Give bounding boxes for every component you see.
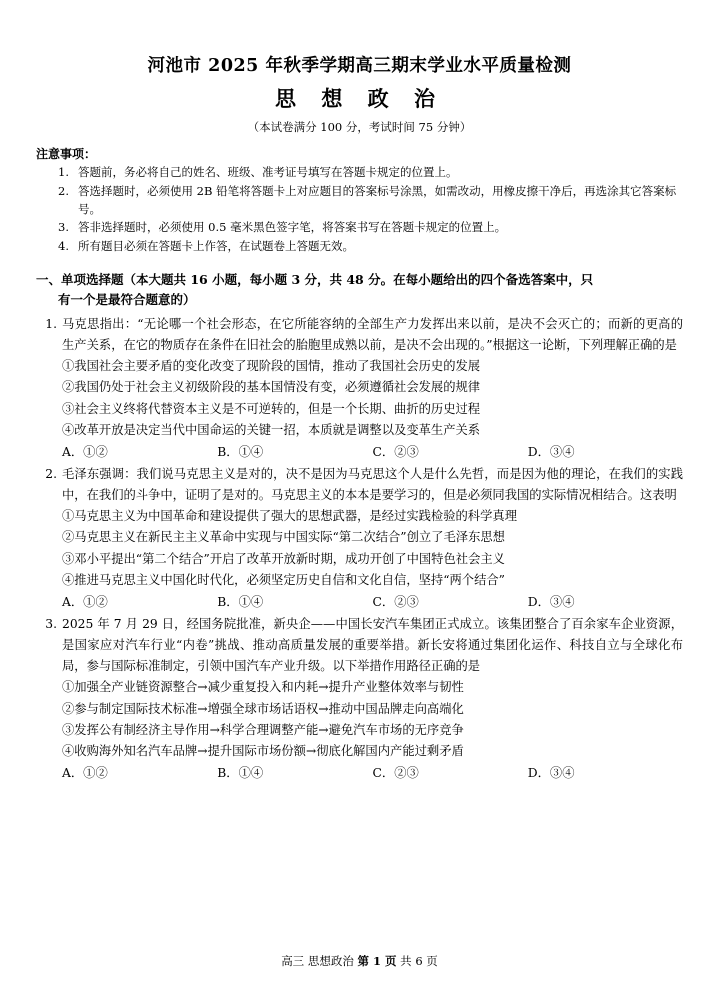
- question-body: [62, 314, 683, 463]
- section-heading-line2: 有一个是最符合题意的）: [58, 292, 196, 308]
- choice-b: B．①④: [217, 444, 264, 459]
- notice-number: 1.: [58, 165, 69, 179]
- footer-total-pages: 共 6 页: [400, 954, 438, 968]
- notice-heading: 注意事项：: [36, 147, 97, 161]
- notice-number: 4.: [58, 239, 69, 254]
- question-statement: ②我国仍处于社会主义初级阶段的基本国情没有变，必须遵循社会发展的规律: [62, 380, 481, 395]
- footer-subject: 高三 思想政治: [281, 954, 354, 968]
- question-statement: ②马克思主义在新民主主义革命中实现与中国实际“第二次结合”创立了毛泽东思想: [62, 530, 505, 545]
- list-item: [36, 219, 683, 237]
- list-item: [36, 164, 683, 182]
- question-statement: ①马克思主义为中国革命和建设提供了强大的思想武器，是经过实践检验的科学真理: [62, 509, 517, 524]
- question-number: 2.: [45, 467, 57, 482]
- list-item: [36, 238, 683, 256]
- question-choices: [62, 763, 683, 784]
- section-heading-line1: 一、单项选择题（本大题共 16 小题，每小题 3 分，共 48 分。在每小题给出的四个备选答案中，只: [36, 272, 594, 288]
- question-stem: 2025 年 7 月 29 日，经国务院批准，新央企——中国长安汽车集团正式成立。该集团整合了百余家车企业资源，是国家应对汽车行业“内卷”挑战、推动高质量发展的重要举措。新长安将通过集团化运作、科技自立与全球化布局，参与国际标准制定，引领中国汽车产业升级。以下举措作用路径正确的是: [62, 617, 683, 674]
- subject-title: 思 想 政 治: [275, 86, 444, 111]
- question-statement: ③社会主义终将代替资本主义是不可逆转的，但是一个长期、曲折的历史过程: [62, 401, 481, 416]
- question-statement: ①我国社会主要矛盾的变化改变了现阶段的国情，推动了我国社会历史的发展: [62, 359, 481, 374]
- choice-d: D．③④: [527, 766, 575, 781]
- list-item: [36, 183, 683, 219]
- question-statement: ③发挥公有制经济主导作用→科学合理调整产能→避免汽车市场的无序竞争: [62, 722, 464, 737]
- choice-d: D．③④: [527, 444, 575, 459]
- choice-a: A．①②: [62, 444, 108, 459]
- choice-a: A．①②: [62, 766, 108, 781]
- section-heading: [36, 270, 683, 310]
- notice-text: 答题前，务必将自己的姓名、班级、准考证号填写在答题卡规定的位置上。: [78, 165, 458, 179]
- page-title: 河池市 2025 年秋季学期高三期末学业水平质量检测: [147, 56, 572, 76]
- notice-text: 答选择题时，必须使用 2B 铅笔将答题卡上对应题目的答案标号涂黑，如需改动，用橡皮擦干净后，再选涂其它答案标号。: [78, 183, 677, 216]
- question-body: [62, 614, 683, 784]
- question-statement: ②参与制定国际技术标准→增强全球市场话语权→推动中国品牌走向高端化: [62, 701, 464, 716]
- notice-list: [36, 164, 683, 256]
- choice-c: C．②③: [372, 594, 419, 609]
- choice-b: B．①④: [217, 594, 264, 609]
- question-choices: [62, 442, 683, 463]
- question-item: [36, 464, 683, 613]
- choice-c: C．②③: [372, 444, 419, 459]
- question-stem: 毛泽东强调：我们说马克思主义是对的，决不是因为马克思这个人是什么先哲，而是因为他的理论，在我们的实践中，在我们的斗争中，证明了是对的。马克思主义的本本是要学习的，但是必须同我国的实际情况相结合。这表明: [62, 467, 683, 503]
- choice-c: C．②③: [372, 766, 419, 781]
- exam-info: （本试卷满分 100 分，考试时间 75 分钟）: [247, 120, 472, 134]
- question-item: [36, 614, 683, 784]
- question-choices: [62, 592, 683, 613]
- notice-text: 答非选择题时，必须使用 0.5 毫米黑色签字笔，将答案书写在答题卡规定的位置上。: [78, 220, 507, 235]
- question-statement: ③邓小平提出“第二个结合”开启了改革开放新时期，成功开创了中国特色社会主义: [62, 551, 505, 566]
- choice-a: A．①②: [62, 594, 108, 609]
- question-number: 1.: [45, 317, 57, 332]
- choice-b: B．①④: [217, 766, 264, 781]
- notice-number: 2.: [58, 183, 69, 198]
- question-statement: ④收购海外知名汽车品牌→提升国际市场份额→彻底化解国内产能过剩矛盾: [62, 743, 464, 758]
- choice-d: D．③④: [527, 594, 575, 609]
- question-stem: 马克思指出：“无论哪一个社会形态，在它所能容纳的全部生产力发挥出来以前，是决不会灭亡的；而新的更高的生产关系，在它的物质存在条件在旧社会的胎胞里成熟以前，是决不会出现的。”根据这一论断，下列理解正确的是: [62, 317, 683, 353]
- notice-number: 3.: [58, 220, 69, 235]
- question-statement: ④改革开放是决定当代中国命运的关键一招，本质就是调整以及变革生产关系: [62, 422, 481, 437]
- question-number: 3.: [45, 617, 57, 632]
- question-body: [62, 464, 683, 613]
- question-statement: ①加强全产业链资源整合→减少重复投入和内耗→提升产业整体效率与韧性: [62, 680, 464, 695]
- footer-page-number: 第 1 页: [357, 954, 397, 968]
- notice-text: 所有题目必须在答题卡上作答，在试题卷上答题无效。: [78, 239, 354, 254]
- question-statement: ④推进马克思主义中国化时代化，必须坚定历史自信和文化自信，坚持“两个结合”: [62, 572, 505, 587]
- page-footer: [0, 953, 719, 969]
- question-item: [36, 314, 683, 463]
